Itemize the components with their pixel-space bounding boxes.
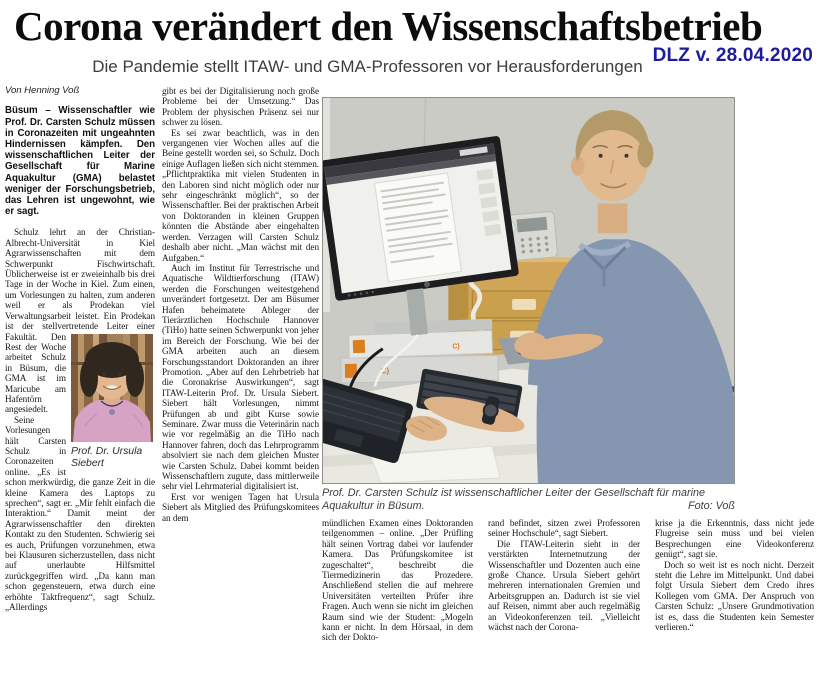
office-scene: [323, 98, 734, 483]
monitor: [323, 136, 519, 302]
document-page: [375, 173, 462, 282]
paragraph: [5, 227, 155, 469]
portrait-photo: [71, 334, 153, 442]
lead-paragraph: Büsum – Wissenschaftler wie Prof. Dr. Carsten Schulz müssen in Coronazeiten mit ungeahnten Hindernissen kämpfen. Den wissenschaftlichen Leiter der Gesellschaft für Marine Aquakultur (GMA) belastet weniger der Forschungsbetrieb, das Lehren ist ungewohnt, wie er sagt.: [5, 105, 155, 218]
photo-credit: Foto: Voß: [687, 500, 735, 512]
paragraph: Es sei zwar beachtlich, was in den vergangenen vier Wochen alles auf die Beine gestellt worden sei, so Schulz. Doch einige Auflagen ließen sich nicht stemmen. „Pflichtpraktika mit vielen Studenten in den Laboren sind nicht möglich oder nur sehr eingeschränkt möglich“, so der Wissenschaftler. Bei der praktischen Arbeit von Doktoranden in kleinen Gruppen könnten die Abstände aber eingehalten werden. Verzagen will Carsten Schulz deshalb aber nicht. „Man wächst mit den Aufgaben.“: [162, 127, 319, 263]
paragraph: Auch im Institut für Terrestrische und Aquatische Wildtierforschung (ITAW) werden die Forschungen weitestgehend unverändert fortgesetzt. Der am Büsumer Hafen beheimatete Ableger der Tierärztlichen Hochschule Hannover (TiHo) hatte seinen Schwerpunkt von jeher im Bereich der Forschung. Wie bei der GMA arbeiten auch an diesem Forschungsstandort Doktoranden an ihrer Promotion. „Aber auf den Lehrbetrieb hat die Coronakrise Auswirkungen“, sagt ITAW-Leiterin Prof. Dr. Ursula Siebert. Siebert hält Vorlesungen, nimmt Prüfungen ab und gibt Kurse sowie Seminare. Zwar muss die Veterinärin nach wie vor regelmäßig an die TiHo nach Hannover fahren, doch das Lehrprogramm absolviert sie nach dem gleichen Muster wie Carsten Schulz. Dabei kommt beiden Wissenschaftlern zugute, dass mittlerweile sehr viel Lehrmaterial digitalisiert ist.: [162, 262, 319, 492]
paragraph: Erst vor wenigen Tagen hat Ursula Siebert als Mitglied des Prüfungskomitees an dem: [162, 491, 319, 523]
paragraph: gibt es bei der Digitalisierung noch große Probleme bei der Umsetzung.“ Das Problem der physischen Präsenz sei nur schwer zu lösen.: [162, 86, 319, 128]
column-1: [5, 86, 155, 681]
paragraph: mündlichen Examen eines Doktoranden teilgenommen – online. „Der Prüfling hält seinen Vortrag dabei vor laufender Kamera. Das Prüfungskomitee ist zugeschaltet“, beschreibt die Tiermedizinerin das Prozedere. Anschließend stellen die auf mehrere Universitäten verteilten Prüfer ihre Fragen. Auch wenn sie nicht im gleichen Raum sind wie der Student: „Mogeln kann er nicht. In dem Hörsaal, in dem sich der Dokto-: [322, 518, 473, 643]
bottom-column-1: [322, 518, 473, 681]
date-annotation: DLZ v. 28.04.2020: [652, 45, 813, 66]
svg-text:C): C): [380, 366, 390, 376]
svg-text:C): C): [452, 343, 460, 351]
photo-caption: [322, 487, 735, 513]
subtitle: Die Pandemie stellt ITAW- und GMA-Professoren vor Herausforderungen: [92, 57, 643, 76]
paragraph: krise ja die Erkenntnis, dass nicht jede Flugreise sein muss und bei vielen Besprechungen eine Videokonferenz genügt“, sagt sie.: [655, 518, 814, 560]
eye: [599, 154, 603, 158]
portrait-figure: [71, 334, 155, 470]
bottom-column-3: [655, 518, 814, 681]
paragraph: Die ITAW-Leiterin sieht in der verstärkten Internetnutzung der Wissenschaftler und Dozenten auch eine große Chance. Ursula Siebert gehört mehreren internationalen Gremien und Arbeitsgruppen an. Dadurch ist sie viel auf Reisen, nimmt aber auch regelmäßig an Videokonferenzen teil. „Vielleicht wächst nach der Corona-: [488, 538, 640, 633]
neck: [598, 203, 628, 233]
paragraph: Doch so weit ist es noch nicht. Derzeit steht die Lehre im Mittelpunkt. Und dabei folgt Ursula Siebert dem Credo ihres Kollegen vom GMA. Der Anspruch von Carsten Schulz: „Unsere Grundmotivation ist es, dass die Studenten kein Semester verlieren.“: [655, 559, 814, 633]
column-2: [162, 86, 319, 681]
paragraph: rand befindet, sitzen zwei Professoren seiner Hochschule“, sagt Siebert.: [488, 518, 640, 539]
portrait-caption: Prof. Dr. Ursula Siebert: [71, 444, 143, 469]
article-photo: [322, 97, 735, 484]
eye: [625, 154, 629, 158]
page-title: Corona verändert den Wissenschaftsbetrieb: [14, 3, 763, 49]
paragraph-text: Leiter einer Fakultät. Den Rest der Woche arbeitet Schulz in Büsum, die GMA ist im Maricube am Hafentörn angesiedelt.: [5, 321, 155, 415]
paragraph: Seine Vorlesungen hält Carsten Schulz in Coronazeiten online. „Es ist schon merkwürdig, die ganze Zeit in die kleine Kamera des Laptops zu sprechen“, sagt er. „Mir fehlt einfach die Interaktion.“ Damit meint der Agrarwissenschaftler den direkten Kontakt zu den Studenten. Schwierig sei es auch, Prüfungen vorzunehmen, etwa bei Klausuren sicherzustellen, dass nicht auf unerlaubte Hilfsmittel zurückgegriffen wird. „Da kann man schon gegensteuern, etwa durch eine erhöhte Taktfrequenz“, sagt Schulz. „Allerdings: [5, 414, 155, 613]
byline: Von Henning Voß: [5, 86, 80, 96]
photo-caption-text: Prof. Dr. Carsten Schulz ist wissenschaftlicher Leiter der Gesellschaft für marine Aquakultur in Büsum.: [322, 487, 706, 512]
paragraph-text: Schulz lehrt an der Christian-Albrecht-Universität in Kiel Agrarwissenschaften mit dem Schwerpunkt Fischwirtschaft. Üblicherweise ist er zweieinhalb bis drei Tage in der Woche in Kiel. Zum einen, um Vorlesungen zu halten, zum anderen weil er als Prodekan viel Verwaltungsarbeit leistet. Ein Prodekan ist der stellvertretende: [5, 227, 155, 332]
bottom-column-2: [488, 518, 640, 681]
